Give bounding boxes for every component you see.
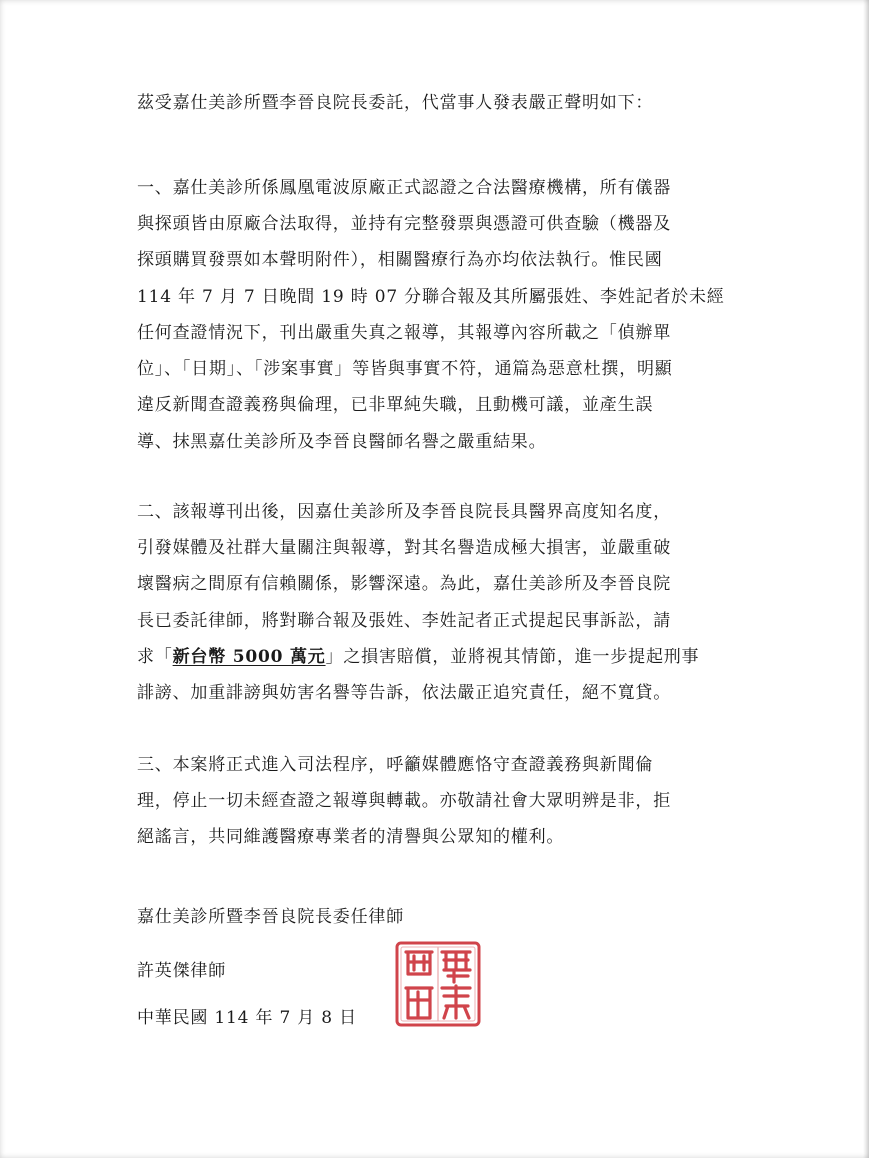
paragraph-1-line: 導、抹黑嘉仕美診所及李晉良醫師名譽之嚴重結果。: [137, 431, 547, 452]
paragraph-2-line: 長已委託律師，將對聯合報及張姓、李姓記者正式提起民事訴訟，請: [137, 610, 671, 631]
paragraph-1-line: 與探頭皆由原廠合法取得，並持有完整發票與憑證可供查驗（機器及: [137, 214, 671, 234]
amount-suffix: 」之損害賠償，並將視其情節，進一步提起刑事: [325, 646, 700, 667]
paragraph-3: [137, 747, 757, 856]
page-edge-shadow: [863, 0, 869, 1158]
paragraph-3-line: 絕謠言，共同維護醫療專業者的清譽與公眾知的權利。: [137, 827, 565, 848]
lawyer-seal-stamp: [394, 940, 482, 1028]
paragraph-1-line: 任何查證情況下，刊出嚴重失真之報導，其報導內容所載之「偵辦單: [137, 322, 671, 343]
damages-amount: 新台幣 5000 萬元: [172, 646, 326, 667]
paragraph-2-line: 壞醫病之間原有信賴關係，影響深遠。為此，嘉仕美診所及李晉良院: [137, 574, 671, 595]
paragraph-1: [137, 170, 757, 460]
signature-firm: 嘉仕美診所暨李晉良院長委任律師: [137, 907, 404, 927]
paragraph-2-line-amount: [137, 639, 757, 675]
paragraph-2-line: 誹謗、加重誹謗與妨害名譽等告訴，依法嚴正追究責任，絕不寬貸。: [137, 683, 671, 704]
signature-date: 中華民國 114 年 7 月 8 日: [137, 1008, 357, 1028]
paragraph-3-line: 理，停止一切未經查證之報導與轉載。亦敬請社會大眾明辨是非，拒: [137, 791, 671, 811]
intro-line: 茲受嘉仕美診所暨李晉良院長委託，代當事人發表嚴正聲明如下：: [137, 93, 654, 113]
amount-prefix: 求「: [137, 646, 173, 667]
paragraph-1-line: 一、嘉仕美診所係鳳凰電波原廠正式認證之合法醫療機構，所有儀器: [137, 178, 671, 198]
signature-lawyer: 許英傑律師: [137, 961, 226, 981]
paragraph-2-line: 二、該報導刊出後，因嘉仕美診所及李晉良院長具醫界高度知名度，: [137, 502, 671, 522]
paragraph-1-line: 違反新聞查證義務與倫理，已非單純失職，且動機可議，並產生誤: [137, 395, 654, 416]
paragraph-2-line: 引發媒體及社群大量關注與報導，對其名譽造成極大損害，並嚴重破: [137, 538, 671, 558]
paragraph-1-line: 114 年 7 月 7 日晚間 19 時 07 分聯合報及其所屬張姓、李姓記者於未經: [137, 286, 725, 307]
paragraph-1-line: 探頭購買發票如本聲明附件），相關醫療行為亦均依法執行。惟民國: [137, 250, 663, 271]
paragraph-2: [137, 494, 757, 711]
paragraph-1-line: 位」、「日期」、「涉案事實」等皆與事實不符，通篇為惡意杜撰，明顯: [137, 359, 673, 380]
paragraph-3-line: 三、本案將正式進入司法程序，呼籲媒體應恪守查證義務與新聞倫: [137, 755, 654, 775]
